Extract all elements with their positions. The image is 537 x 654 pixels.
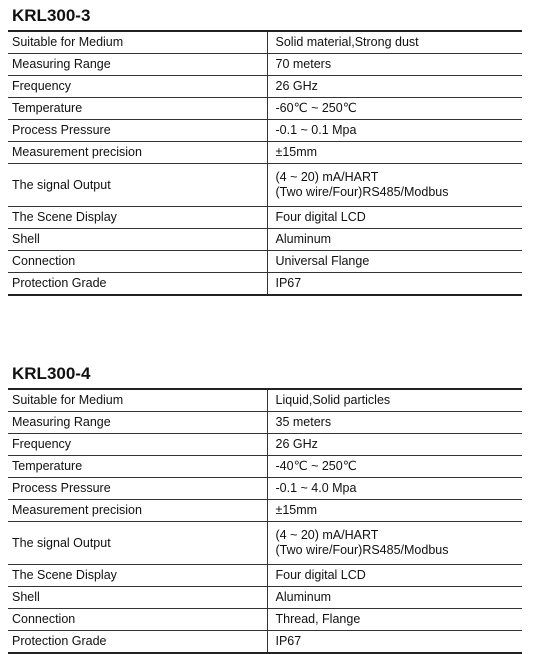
spec-label: Shell: [8, 587, 267, 609]
spec-value: [267, 389, 522, 412]
spec-row: [8, 142, 522, 164]
spec-label: Frequency: [8, 434, 267, 456]
spec-value-line: (4 ~ 20) mA/HART: [275, 528, 379, 542]
spec-value: [267, 76, 522, 98]
spec-value: [267, 54, 522, 76]
spec-value: [267, 631, 522, 654]
spec-row: [8, 120, 522, 142]
spec-row: [8, 54, 522, 76]
spec-row: [8, 76, 522, 98]
spec-row: [8, 164, 522, 207]
spec-value-line: 70 meters: [275, 57, 332, 71]
spec-value: [267, 273, 522, 296]
spec-value-line: Four digital LCD: [275, 210, 366, 224]
spec-table: [8, 30, 522, 296]
spec-value-line: Four digital LCD: [275, 568, 366, 582]
spec-row: [8, 478, 522, 500]
spec-label: Measurement precision: [8, 500, 267, 522]
spec-row: [8, 229, 522, 251]
spec-label: Process Pressure: [8, 478, 267, 500]
spec-label: The Scene Display: [8, 207, 267, 229]
spec-value-line: ±15mm: [275, 145, 318, 159]
spec-row: [8, 522, 522, 565]
spec-table: [8, 388, 522, 654]
spec-value: [267, 522, 522, 565]
spec-row: [8, 251, 522, 273]
spec-row: [8, 207, 522, 229]
spec-value-line: Aluminum: [275, 590, 332, 604]
spec-label: Temperature: [8, 98, 267, 120]
spec-label: The signal Output: [8, 164, 267, 207]
spec-value: [267, 565, 522, 587]
spec-value: [267, 478, 522, 500]
spec-row: [8, 412, 522, 434]
spec-value-line: Thread, Flange: [275, 612, 361, 626]
spec-value-line: (4 ~ 20) mA/HART: [275, 170, 379, 184]
spec-table-body: [8, 31, 522, 295]
spec-value-line: Aluminum: [275, 232, 332, 246]
spec-row: [8, 31, 522, 54]
spec-value-line: 26 GHz: [275, 437, 318, 451]
spec-value: [267, 456, 522, 478]
spec-row: [8, 456, 522, 478]
spec-value-line: (Two wire/Four)RS485/Modbus: [275, 543, 449, 557]
spec-value: [267, 229, 522, 251]
section-title: KRL300-4: [12, 364, 91, 383]
spec-label: Measuring Range: [8, 412, 267, 434]
spec-value: [267, 164, 522, 207]
spec-value: [267, 251, 522, 273]
spec-value: [267, 98, 522, 120]
spec-label: Measurement precision: [8, 142, 267, 164]
spec-row: [8, 631, 522, 654]
spec-value-line: (Two wire/Four)RS485/Modbus: [275, 185, 449, 199]
spec-value: [267, 434, 522, 456]
spec-label: The signal Output: [8, 522, 267, 565]
spec-value: [267, 412, 522, 434]
spec-value-line: -0.1 ~ 4.0 Mpa: [275, 481, 357, 495]
spec-row: [8, 587, 522, 609]
spec-value: [267, 609, 522, 631]
spec-value: [267, 120, 522, 142]
spec-row: [8, 609, 522, 631]
spec-value-line: IP67: [275, 634, 302, 648]
spec-row: [8, 434, 522, 456]
spec-label: Protection Grade: [12, 634, 107, 648]
spec-label: Frequency: [8, 76, 267, 98]
spec-value-line: ±15mm: [275, 503, 318, 517]
spec-row: [8, 565, 522, 587]
spec-value-line: 26 GHz: [275, 79, 318, 93]
spec-value: [267, 500, 522, 522]
spec-label: Measuring Range: [8, 54, 267, 76]
spec-value-line: 35 meters: [275, 415, 332, 429]
spec-value: [267, 31, 522, 54]
spec-row: [8, 273, 522, 296]
spec-label: Process Pressure: [8, 120, 267, 142]
spec-value-line: -40℃ ~ 250℃: [275, 459, 357, 473]
spec-label: Protection Grade: [12, 276, 107, 290]
spec-value-line: -60℃ ~ 250℃: [275, 101, 357, 115]
spec-label: The Scene Display: [8, 565, 267, 587]
spec-row: [8, 500, 522, 522]
spec-value: [267, 207, 522, 229]
spec-row: [8, 389, 522, 412]
spec-value-line: Solid material,Strong dust: [275, 35, 419, 49]
spec-label: Suitable for Medium: [8, 389, 267, 412]
section-title: KRL300-3: [12, 6, 91, 25]
spec-label: Connection: [8, 609, 267, 631]
spec-row: [8, 98, 522, 120]
spec-label: Connection: [8, 251, 267, 273]
spec-value-line: IP67: [275, 276, 302, 290]
spec-label: Temperature: [8, 456, 267, 478]
spec-value: [267, 142, 522, 164]
spec-value-line: -0.1 ~ 0.1 Mpa: [275, 123, 357, 137]
spec-value-line: Universal Flange: [275, 254, 370, 268]
spec-value-line: Liquid,Solid particles: [275, 393, 391, 407]
spec-label: Suitable for Medium: [8, 31, 267, 54]
spec-label: Shell: [8, 229, 267, 251]
spec-table-body: [8, 389, 522, 653]
spec-value: [267, 587, 522, 609]
